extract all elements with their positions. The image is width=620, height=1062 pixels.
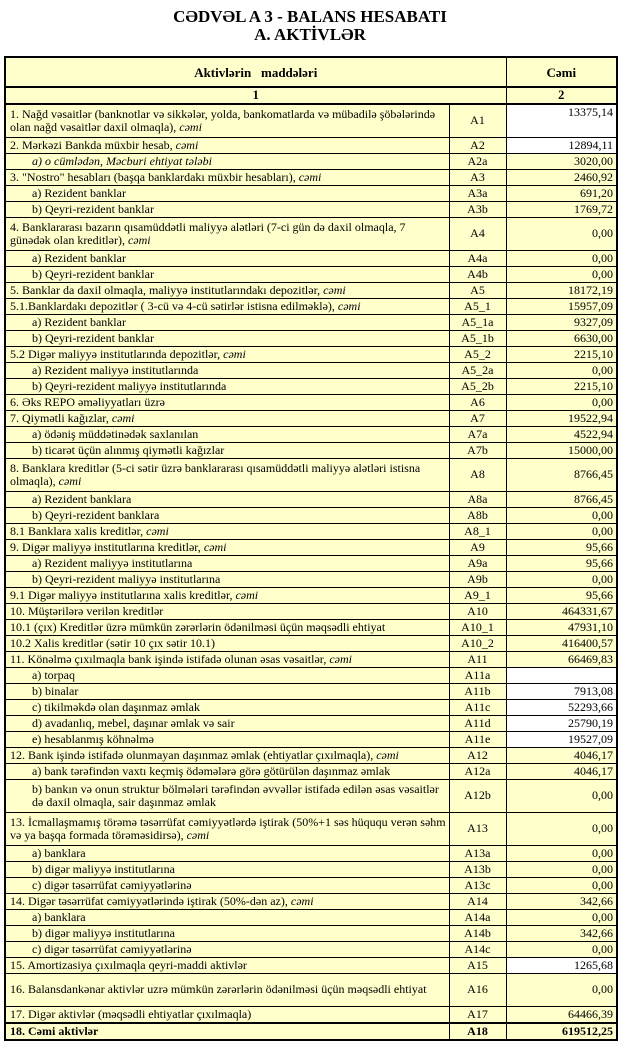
row-label: a) Rezident banklara [5,491,449,507]
row-value: 2215,10 [506,346,617,362]
row-value: 8766,45 [506,491,617,507]
table-row [5,683,617,699]
column-number-1: 1 [5,87,506,104]
row-value: 342,66 [506,925,617,941]
table-row [5,667,617,683]
row-code: A17 [449,1006,506,1023]
table-row [5,603,617,619]
row-value: 95,66 [506,539,617,555]
table-row [5,571,617,587]
row-label: a) torpaq [5,667,449,683]
row-value: 4522,94 [506,426,617,442]
row-code: A4b [449,266,506,282]
row-label: a) banklara [5,909,449,925]
row-value[interactable]: 25790,19 [506,715,617,731]
row-code: A11c [449,699,506,715]
row-code: A11b [449,683,506,699]
row-value: 342,66 [506,893,617,909]
row-value: 6630,00 [506,330,617,346]
table-row [5,137,617,153]
row-label: a) Rezident banklar [5,250,449,266]
report-title [0,0,620,44]
row-value: 0,00 [506,779,617,812]
row-value: 66469,83 [506,651,617,667]
row-label: a) ödəniş müddətinədək saxlanılan [5,426,449,442]
row-code: A7a [449,426,506,442]
row-label: a) Rezident maliyyə institutlarına [5,555,449,571]
row-label: 5. Banklar da daxil olmaqla, maliyyə institutlarındakı depozitlər, cəmi [5,282,449,298]
row-label: 6. Əks REPO əməliyyatları üzrə [5,394,449,410]
row-label: b) Qeyri-rezident banklar [5,330,449,346]
row-label: b) Qeyri-rezident banklar [5,201,449,217]
row-code: A5_2 [449,346,506,362]
row-value: 0,00 [506,523,617,539]
row-value: 64466,39 [506,1006,617,1023]
table-row [5,957,617,973]
row-code: A14a [449,909,506,925]
row-code: A10 [449,603,506,619]
row-value: 0,00 [506,812,617,845]
row-value[interactable] [506,667,617,683]
table-row [5,394,617,410]
row-code: A4a [449,250,506,266]
row-label: e) hesablanmış köhnəlmə [5,731,449,747]
row-label: 10. Müştərilərə verilən kreditlər [5,603,449,619]
row-code: A9 [449,539,506,555]
row-label: a) Rezident banklar [5,185,449,201]
table-row [5,491,617,507]
row-value: 0,00 [506,394,617,410]
table-row [5,941,617,957]
column-header-total: Cəmi [506,57,617,87]
table-row [5,1023,617,1040]
row-value: 95,66 [506,555,617,571]
row-code: A15 [449,957,506,973]
row-code: A14c [449,941,506,957]
table-row [5,539,617,555]
row-label: 11. Könəlmə çıxılmaqla bank işində istifadə olunan əsas vəsaitlər, cəmi [5,651,449,667]
row-value[interactable]: 19527,09 [506,731,617,747]
page-title-line2: A. AKTİVLƏR [254,25,366,44]
row-code: A9b [449,571,506,587]
table-header-row [5,57,617,87]
row-code: A13c [449,877,506,893]
row-label: b) ticarət üçün alınmış qiymətli kağızlar [5,442,449,458]
row-code: A4 [449,217,506,250]
row-code: A13a [449,845,506,861]
row-label: 14. Digər təsərrüfat cəmiyyətlərində iştirak (50%-dən az), cəmi [5,893,449,909]
table-row [5,217,617,250]
row-value: 0,00 [506,973,617,1006]
table-row [5,507,617,523]
table-row [5,731,617,747]
table-row [5,153,617,169]
row-label: 10.1 (çıx) Kreditlər üzrə mümkün zərərlərin ödənilməsi üçün məqsədli ehtiyat [5,619,449,635]
row-code: A12b [449,779,506,812]
row-label: b) Qeyri-rezident maliyyə institutlarında [5,378,449,394]
row-label: a) o cümlədən, Məcburi ehtiyat tələbi [5,153,449,169]
row-label: a) bank tərəfindən vaxtı keçmiş ödəmələrə görə götürülən daşınmaz əmlak [5,763,449,779]
row-code: A13b [449,861,506,877]
row-code: A14b [449,925,506,941]
row-value: 619512,25 [506,1023,617,1040]
row-value: 0,00 [506,941,617,957]
row-value: 0,00 [506,250,617,266]
row-label: 8.1 Banklara xalis kreditlər, cəmi [5,523,449,539]
table-row [5,362,617,378]
row-value: 15000,00 [506,442,617,458]
column-header-items: Aktivlərin maddələri [5,57,506,87]
row-code: A5_1a [449,314,506,330]
row-code: A7b [449,442,506,458]
table-row [5,523,617,539]
table-row [5,925,617,941]
row-value: 0,00 [506,507,617,523]
row-label: d) avadanlıq, mebel, daşınar əmlak və sair [5,715,449,731]
row-value: 2215,10 [506,378,617,394]
table-row [5,201,617,217]
row-code: A16 [449,973,506,1006]
row-code: A13 [449,812,506,845]
row-value[interactable]: 12894,11 [506,137,617,153]
row-value: 47931,10 [506,619,617,635]
row-label: 8. Banklara kreditlər (5-ci sətir üzrə banklararası qısamüddətli maliyyə alətləri istisna olmaqla), cəmi [5,458,449,491]
table-row [5,651,617,667]
row-code: A1 [449,104,506,137]
row-value: 0,00 [506,861,617,877]
assets-table-body [5,57,617,1040]
row-value: 691,20 [506,185,617,201]
table-row [5,442,617,458]
row-code: A9a [449,555,506,571]
row-label: c) tikilməkdə olan daşınmaz əmlak [5,699,449,715]
row-label: c) digər təsərrüfat cəmiyyətlərinə [5,877,449,893]
table-row [5,555,617,571]
table-row [5,635,617,651]
table-row [5,893,617,909]
row-code: A11 [449,651,506,667]
table-row [5,169,617,185]
row-code: A5_2b [449,378,506,394]
row-value: 19522,94 [506,410,617,426]
table-row [5,346,617,362]
row-value: 416400,57 [506,635,617,651]
row-label: b) Qeyri-rezident banklar [5,266,449,282]
row-code: A8a [449,491,506,507]
row-label: c) digər təsərrüfat cəmiyyətlərinə [5,941,449,957]
table-row [5,104,617,137]
table-row [5,715,617,731]
row-label: 9.1 Digər maliyyə institutlarına xalis kreditlər, cəmi [5,587,449,603]
table-row [5,909,617,925]
table-row [5,410,617,426]
row-value: 9327,09 [506,314,617,330]
row-value: 0,00 [506,266,617,282]
table-row [5,266,617,282]
table-row [5,250,617,266]
row-label: b) Qeyri-rezident banklara [5,507,449,523]
row-value: 4046,17 [506,763,617,779]
row-value: 464331,67 [506,603,617,619]
row-value: 0,00 [506,909,617,925]
row-label: a) banklara [5,845,449,861]
row-value: 0,00 [506,217,617,250]
row-value: 0,00 [506,571,617,587]
page-title-line1: CƏDVƏL A 3 - BALANS HESABATI [173,7,447,26]
table-row [5,587,617,603]
table-row [5,861,617,877]
row-value: 1769,72 [506,201,617,217]
row-label: 9. Digər maliyyə institutlarına kreditlər, cəmi [5,539,449,555]
row-code: A18 [449,1023,506,1040]
row-value: 95,66 [506,587,617,603]
column-number-2: 2 [506,87,617,104]
row-value: 0,00 [506,845,617,861]
row-label: 7. Qiymətli kağızlar, cəmi [5,410,449,426]
row-code: A9_1 [449,587,506,603]
row-code: A5_1 [449,298,506,314]
row-code: A11a [449,667,506,683]
table-row [5,812,617,845]
row-label: b) Qeyri-rezident maliyyə institutlarına [5,571,449,587]
row-code: A8_1 [449,523,506,539]
row-label: 1. Nağd vəsaitlər (banknotlar və sikkələr, yolda, bankomatlarda və mübadilə şöbələrində olan nağd vəsaitlər daxil olmaqla), cəmi [5,104,449,137]
row-code: A12a [449,763,506,779]
row-code: A11d [449,715,506,731]
table-row [5,282,617,298]
row-label: 18. Cəmi aktivlər [5,1023,449,1040]
row-value: 15957,09 [506,298,617,314]
row-code: A3b [449,201,506,217]
table-row [5,185,617,201]
row-label: b) digər maliyyə institutlarına [5,861,449,877]
assets-table [4,56,618,1041]
row-value: 0,00 [506,877,617,893]
table-row [5,378,617,394]
table-row [5,763,617,779]
row-value[interactable]: 13375,14 [506,104,617,137]
row-value[interactable]: 7913,08 [506,683,617,699]
row-label: 16. Balansdankənar aktivlər uzrə mümkün zərərlərin ödənilməsi üçün məqsədli ehtiyat [5,973,449,1006]
row-code: A3 [449,169,506,185]
row-code: A6 [449,394,506,410]
row-label: 12. Bank işində istifadə olunmayan daşınmaz əmlak (ehtiyatlar çıxılmaqla), cəmi [5,747,449,763]
row-code: A11e [449,731,506,747]
row-code: A5 [449,282,506,298]
row-label: 5.2 Digər maliyyə institutlarında depozitlər, cəmi [5,346,449,362]
table-row [5,426,617,442]
table-row [5,330,617,346]
table-row [5,779,617,812]
row-label: 4. Banklararası bazarın qısamüddətli maliyyə alətləri (7-ci gün də daxil olmaqla, 7 günədək olan kreditlər), cəmi [5,217,449,250]
row-value[interactable]: 1265,68 [506,957,617,973]
row-code: A5_1b [449,330,506,346]
row-code: A7 [449,410,506,426]
table-row [5,298,617,314]
row-code: A10_1 [449,619,506,635]
row-label: b) binalar [5,683,449,699]
row-code: A2a [449,153,506,169]
row-code: A8b [449,507,506,523]
table-row [5,458,617,491]
row-label: 3. "Nostro" hesabları (başqa banklardakı müxbir hesabları), cəmi [5,169,449,185]
row-label: 5.1.Banklardakı depozitlər ( 3-cü və 4-cü sətirlər istisna edilməklə), cəmi [5,298,449,314]
row-value: 8766,45 [506,458,617,491]
row-code: A3a [449,185,506,201]
row-label: a) Rezident maliyyə institutlarında [5,362,449,378]
row-label: b) digər maliyyə institutlarına [5,925,449,941]
row-label: 17. Digər aktivlər (məqsədli ehtiyatlar çıxılmaqla) [5,1006,449,1023]
table-row [5,314,617,330]
row-label: 10.2 Xalis kreditlər (sətir 10 çıx sətir 10.1) [5,635,449,651]
row-label: 13. İcmallaşmamış törəmə təsərrüfat cəmiyyətlərdə iştirak (50%+1 səs hüququ verən səhm və ya başqa formada törəməsidirsə), cəmi [5,812,449,845]
row-value: 4046,17 [506,747,617,763]
row-value: 3020,00 [506,153,617,169]
row-value: 2460,92 [506,169,617,185]
row-code: A5_2a [449,362,506,378]
table-row [5,973,617,1006]
row-code: A10_2 [449,635,506,651]
table-row [5,1006,617,1023]
row-value: 18172,19 [506,282,617,298]
table-row [5,877,617,893]
column-number-row [5,87,617,104]
table-row [5,747,617,763]
row-code: A2 [449,137,506,153]
row-code: A14 [449,893,506,909]
row-label: a) Rezident banklar [5,314,449,330]
row-label: 2. Mərkəzi Bankda müxbir hesab, cəmi [5,137,449,153]
row-value[interactable]: 52293,66 [506,699,617,715]
row-code: A8 [449,458,506,491]
table-row [5,619,617,635]
table-row [5,845,617,861]
row-label: b) bankın və onun struktur bölmələri tərəfindən əvvəllər istifadə edilən əsas vəsaitlər də daxil olmaqla, sair daşınmaz əmlak [5,779,449,812]
row-code: A12 [449,747,506,763]
table-row [5,699,617,715]
row-label: 15. Amortizasiya çıxılmaqla qeyri-maddi aktivlər [5,957,449,973]
row-value: 0,00 [506,362,617,378]
